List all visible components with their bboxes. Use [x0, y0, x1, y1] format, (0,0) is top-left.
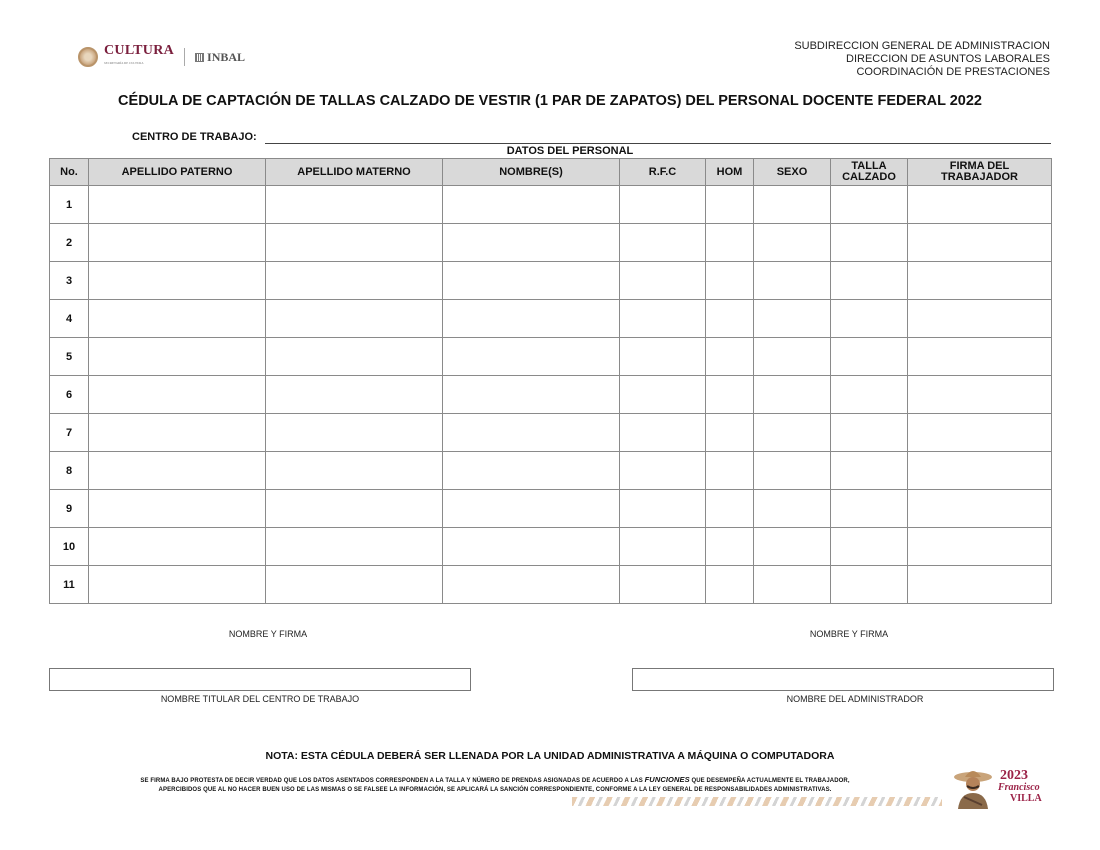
- column-header: No.: [50, 159, 89, 186]
- table-cell[interactable]: [266, 414, 443, 452]
- row-number: 5: [50, 338, 89, 376]
- table-cell[interactable]: [266, 452, 443, 490]
- row-number: 10: [50, 528, 89, 566]
- table-cell[interactable]: [706, 186, 754, 224]
- villa-portrait-icon: [952, 765, 994, 809]
- table-cell[interactable]: [620, 452, 706, 490]
- table-body: [50, 186, 1052, 604]
- table-cell[interactable]: [754, 338, 831, 376]
- table-cell[interactable]: [706, 452, 754, 490]
- table-cell[interactable]: [831, 338, 908, 376]
- centro-trabajo-label: CENTRO DE TRABAJO:: [132, 131, 257, 143]
- table-cell[interactable]: [908, 376, 1052, 414]
- table-cell[interactable]: [89, 300, 266, 338]
- row-number: 1: [50, 186, 89, 224]
- table-cell[interactable]: [443, 376, 620, 414]
- table-cell[interactable]: [89, 566, 266, 604]
- table-cell[interactable]: [443, 186, 620, 224]
- table-row: [50, 224, 1052, 262]
- table-cell[interactable]: [908, 566, 1052, 604]
- centro-trabajo-field[interactable]: [265, 143, 1051, 144]
- table-cell[interactable]: [754, 490, 831, 528]
- table-cell[interactable]: [831, 376, 908, 414]
- table-cell[interactable]: [89, 414, 266, 452]
- villa-year: 2023: [1000, 768, 1028, 783]
- table-cell[interactable]: [266, 300, 443, 338]
- table-cell[interactable]: [754, 452, 831, 490]
- row-number: 11: [50, 566, 89, 604]
- table-row: [50, 528, 1052, 566]
- section-label-datos-personal: DATOS DEL PERSONAL: [506, 145, 634, 157]
- cultura-inbal-logo: [78, 43, 246, 68]
- table-cell[interactable]: [754, 300, 831, 338]
- table-cell[interactable]: [266, 566, 443, 604]
- table-cell[interactable]: [266, 262, 443, 300]
- titular-caption: NOMBRE TITULAR DEL CENTRO DE TRABAJO: [160, 694, 360, 704]
- villa-name-line-1: Francisco: [998, 782, 1040, 793]
- table-cell[interactable]: [831, 262, 908, 300]
- row-number: 7: [50, 414, 89, 452]
- table-row: [50, 490, 1052, 528]
- table-cell[interactable]: [266, 490, 443, 528]
- table-cell[interactable]: [443, 566, 620, 604]
- right-signature-caption: NOMBRE Y FIRMA: [809, 629, 889, 639]
- table-row: [50, 566, 1052, 604]
- table-cell[interactable]: [831, 186, 908, 224]
- table-cell[interactable]: [443, 452, 620, 490]
- cultura-logo-subtext: SECRETARÍA DE CULTURA: [104, 61, 144, 65]
- table-cell[interactable]: [908, 224, 1052, 262]
- table-cell[interactable]: [443, 224, 620, 262]
- table-cell[interactable]: [620, 414, 706, 452]
- row-number: 8: [50, 452, 89, 490]
- protesta-line-2: APERCIBIDOS QUE AL NO HACER BUEN USO DE LAS MISMAS O SE FALSEE LA INFORMACIÓN, SE APLICARÁ LA SANCIÓN CORRESPONDIENTE, CONFORME A LA LEY GENERAL DE RESPONSABILIDADES ADMINISTRATIVAS.: [158, 787, 832, 793]
- table-cell[interactable]: [89, 528, 266, 566]
- column-header: APELLIDO PATERNO: [89, 159, 266, 186]
- inbal-logo: [195, 50, 245, 65]
- protesta-emphasis: FUNCIONES: [644, 775, 690, 784]
- table-cell[interactable]: [89, 224, 266, 262]
- header-line-2: DIRECCION DE ASUNTOS LABORALES: [846, 53, 1050, 65]
- header-departments: [794, 40, 1050, 79]
- inbal-logo-text: INBAL: [207, 49, 246, 64]
- table-cell[interactable]: [908, 452, 1052, 490]
- table-cell[interactable]: [620, 490, 706, 528]
- table-cell[interactable]: [620, 376, 706, 414]
- table-cell[interactable]: [706, 566, 754, 604]
- table-cell[interactable]: [266, 186, 443, 224]
- table-cell[interactable]: [706, 490, 754, 528]
- row-number: 2: [50, 224, 89, 262]
- table-cell[interactable]: [908, 338, 1052, 376]
- table-cell[interactable]: [266, 528, 443, 566]
- francisco-villa-2023-logo: [952, 765, 1048, 811]
- header-line-3: COORDINACIÓN DE PRESTACIONES: [856, 66, 1050, 78]
- table-cell[interactable]: [89, 338, 266, 376]
- table-cell[interactable]: [620, 262, 706, 300]
- table-row: [50, 452, 1052, 490]
- table-cell[interactable]: [706, 262, 754, 300]
- table-row: [50, 338, 1052, 376]
- table-cell[interactable]: [831, 490, 908, 528]
- table-cell[interactable]: [620, 300, 706, 338]
- column-header: FIRMA DEL TRABAJADOR: [908, 159, 1052, 186]
- table-cell[interactable]: [89, 186, 266, 224]
- table-cell[interactable]: [908, 528, 1052, 566]
- table-cell[interactable]: [89, 262, 266, 300]
- row-number: 6: [50, 376, 89, 414]
- row-number: 3: [50, 262, 89, 300]
- table-cell[interactable]: [754, 566, 831, 604]
- table-cell[interactable]: [620, 528, 706, 566]
- protesta-line-1: SE FIRMA BAJO PROTESTA DE DECIR VERDAD QUE LOS DATOS ASENTADOS CORRESPONDEN A LA TALLA Y NÚMERO DE PRENDAS ASIGNADAS DE ACUERDO A LAS FUNCIONES QUE DESEMPEÑA ACTUALMENTE EL TRABAJADOR,: [140, 775, 850, 784]
- column-header: R.F.C: [620, 159, 706, 186]
- table-cell[interactable]: [908, 262, 1052, 300]
- table-cell[interactable]: [706, 414, 754, 452]
- column-header: APELLIDO MATERNO: [266, 159, 443, 186]
- table-row: [50, 414, 1052, 452]
- table-cell[interactable]: [831, 566, 908, 604]
- table-cell[interactable]: [908, 186, 1052, 224]
- table-cell[interactable]: [706, 224, 754, 262]
- table-cell[interactable]: [443, 490, 620, 528]
- table-cell[interactable]: [706, 376, 754, 414]
- table-cell[interactable]: [266, 338, 443, 376]
- table-cell[interactable]: [706, 338, 754, 376]
- table-cell[interactable]: [754, 528, 831, 566]
- table-cell[interactable]: [706, 300, 754, 338]
- logo-divider: [184, 48, 185, 66]
- table-cell[interactable]: [266, 376, 443, 414]
- column-header: TALLA CALZADO: [831, 159, 908, 186]
- table-cell[interactable]: [620, 566, 706, 604]
- table-cell[interactable]: [908, 490, 1052, 528]
- table-cell[interactable]: [443, 528, 620, 566]
- table-cell[interactable]: [831, 414, 908, 452]
- table-row: [50, 262, 1052, 300]
- table-cell[interactable]: [443, 300, 620, 338]
- villa-name-line-2: VILLA: [1010, 793, 1042, 804]
- row-number: 4: [50, 300, 89, 338]
- nota-text: NOTA: ESTA CÉDULA DEBERÁ SER LLENADA POR LA UNIDAD ADMINISTRATIVA A MÁQUINA O COMPUTADORA: [265, 750, 835, 762]
- table-cell[interactable]: [754, 414, 831, 452]
- column-header: NOMBRE(S): [443, 159, 620, 186]
- table-cell[interactable]: [89, 452, 266, 490]
- table-row: [50, 186, 1052, 224]
- header-line-1: SUBDIRECCION GENERAL DE ADMINISTRACION: [794, 40, 1050, 52]
- table-cell[interactable]: [706, 528, 754, 566]
- row-number: 9: [50, 490, 89, 528]
- personnel-table: [49, 158, 1052, 604]
- administrador-caption: NOMBRE DEL ADMINISTRADOR: [786, 694, 924, 704]
- inbal-mark-icon: [195, 53, 204, 62]
- table-cell[interactable]: [908, 300, 1052, 338]
- table-cell[interactable]: [266, 224, 443, 262]
- cultura-logo-text: CULTURA SECRETARÍA DE CULTURA: [104, 45, 174, 69]
- table-cell[interactable]: [831, 452, 908, 490]
- table-cell[interactable]: [89, 490, 266, 528]
- table-cell[interactable]: [443, 338, 620, 376]
- document-title: CÉDULA DE CAPTACIÓN DE TALLAS CALZADO DE VESTIR (1 PAR DE ZAPATOS) DEL PERSONAL DOCENTE FEDERAL 2022: [118, 93, 982, 109]
- table-cell[interactable]: [831, 528, 908, 566]
- protesta-text: [55, 775, 935, 795]
- table-cell[interactable]: [443, 414, 620, 452]
- column-header: HOM: [706, 159, 754, 186]
- decorative-pattern-strip: [572, 797, 942, 806]
- titular-name-field[interactable]: [49, 668, 471, 691]
- table-cell[interactable]: [754, 186, 831, 224]
- table-cell[interactable]: [908, 414, 1052, 452]
- seal-icon: [78, 47, 98, 67]
- table-row: [50, 376, 1052, 414]
- table-cell[interactable]: [754, 262, 831, 300]
- column-header: SEXO: [754, 159, 831, 186]
- table-cell[interactable]: [443, 262, 620, 300]
- table-cell[interactable]: [89, 376, 266, 414]
- table-cell[interactable]: [620, 224, 706, 262]
- left-signature-caption: NOMBRE Y FIRMA: [228, 629, 308, 639]
- table-header-row: [50, 159, 1052, 186]
- table-row: [50, 300, 1052, 338]
- administrador-name-field[interactable]: [632, 668, 1054, 691]
- table-cell[interactable]: [754, 224, 831, 262]
- table-cell[interactable]: [831, 300, 908, 338]
- table-cell[interactable]: [831, 224, 908, 262]
- table-cell[interactable]: [754, 376, 831, 414]
- table-cell[interactable]: [620, 186, 706, 224]
- table-cell[interactable]: [620, 338, 706, 376]
